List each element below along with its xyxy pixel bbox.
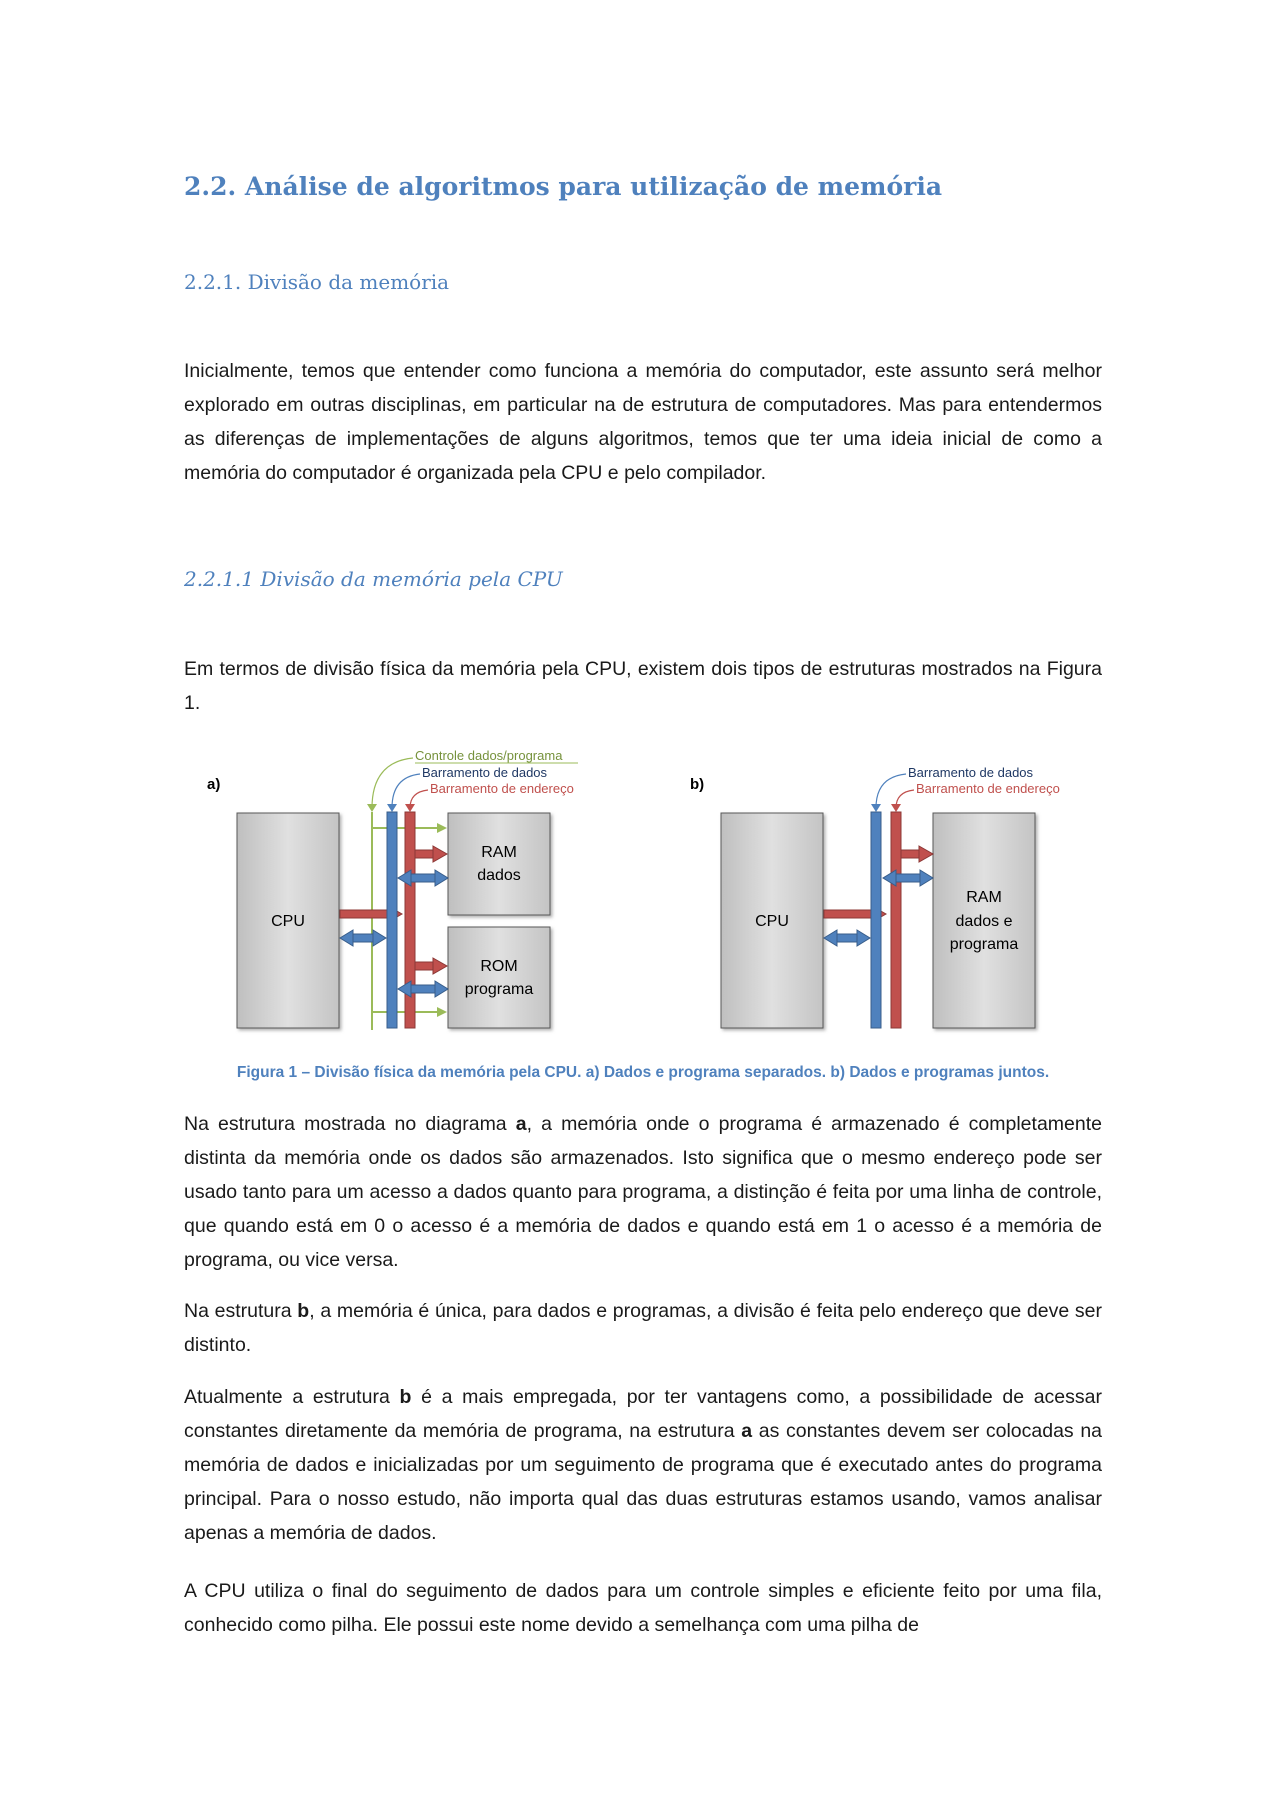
figure-intro-paragraph: Em termos de divisão física da memória pela CPU, existem dois tipos de estruturas mostrados na Figura 1. (184, 658, 1102, 714)
address-bus-label-a: Barramento de endereço (430, 781, 574, 796)
data-arrow-ram-a-shaft (410, 874, 436, 882)
address-arrow-cpu-b (824, 910, 874, 918)
rom-box-a (448, 927, 550, 1028)
subsubsection-heading: 2.2.1.1 Divisão da memória pela CPU (184, 567, 563, 591)
address-arrow-rom-a (415, 962, 435, 970)
figure-1 (0, 740, 1280, 1040)
rom-label-a-line2: programa (464, 981, 534, 998)
paragraph-structure-a: Na estrutura mostrada no diagrama a, a memória onde o programa é armazenado é completamente distinta da memória onde os dados são armazenados. Isto significa que o mesmo endereço pode ser usado tanto para um acesso a dados quanto para programa, a distinção é feita por uma linha de controle, que quando está em 0 o acesso é a memória de dados e quando está em 1 o acesso é a memória de programa, ou vice versa. (184, 1113, 1102, 1271)
control-arrow-rom-icon (437, 1007, 447, 1017)
data-arrow-cpu-a-left-icon (340, 930, 353, 946)
data-arrow-cpu-a-right-icon (373, 930, 386, 946)
ram-label-a-line2: dados (477, 867, 521, 884)
data-arrow-ram-a-right-icon (435, 870, 448, 886)
address-arrow-ram-a-icon (433, 846, 447, 862)
diagram-b-label: b) (690, 776, 705, 793)
control-bus-label: Controle dados/programa (415, 748, 563, 763)
data-arrow-ram-b-left-icon (883, 870, 896, 886)
address-arrow-ram-b (901, 850, 921, 858)
address-bus-b (891, 812, 901, 1028)
data-bus-b (871, 812, 881, 1028)
data-leader-b (876, 774, 906, 808)
data-arrow-cpu-b-left-icon (824, 930, 837, 946)
data-arrow-cpu-b-shaft (836, 934, 858, 942)
cpu-label-a: CPU (271, 913, 305, 930)
address-bus-label-b: Barramento de endereço (916, 781, 1060, 796)
control-arrow-ram-icon (437, 823, 447, 833)
intro-paragraph: Inicialmente, temos que entender como funciona a memória do computador, este assunto será melhor explorado em outras disciplinas, em particular na de estrutura de computadores. Mas para entendermos as diferenças de implementações de alguns algoritmos, temos que ter uma ideia inicial de como a memória do computador é organizada pela CPU e pelo compilador. (184, 360, 1102, 484)
paragraph-structure-comparison: Atualmente a estrutura b é a mais empregada, por ter vantagens como, a possibilidade de acessar constantes diretamente da memória de programa, na estrutura a as constantes devem ser colocadas na memória de dados e inicializadas por um seguimento de programa que é executado antes do programa principal. Para o nosso estudo, não importa qual das duas estruturas estamos usando, vamos analisar apenas a memória de dados. (184, 1386, 1103, 1544)
subsection-heading: 2.2.1. Divisão da memória (184, 270, 450, 294)
ram-label-a-line1: RAM (481, 844, 517, 861)
figure-caption: Figura 1 – Divisão física da memória pela CPU. a) Dados e programa separados. b) Dados e programas juntos. (236, 1064, 1050, 1081)
diagram-a-label: a) (207, 776, 221, 793)
data-bus-a (387, 812, 397, 1028)
address-arrow-cpu-a (340, 910, 390, 918)
address-leader-arrow-icon-b (891, 804, 901, 812)
data-bus-label-b: Barramento de dados (908, 765, 1034, 780)
diagram-a (207, 748, 578, 1030)
data-arrow-rom-a-shaft (410, 985, 436, 993)
cpu-label-b: CPU (755, 913, 789, 930)
data-arrow-cpu-b-right-icon (857, 930, 870, 946)
ram-label-b-line3: programa (949, 936, 1019, 953)
address-leader-arrow-icon-a (405, 804, 415, 812)
data-leader-arrow-icon-a (387, 804, 397, 812)
data-leader-arrow-icon-b (871, 804, 881, 812)
address-arrow-ram-b-icon (919, 846, 933, 862)
data-bus-label-a: Barramento de dados (422, 765, 548, 780)
memory-division-diagram (0, 740, 1280, 1040)
paragraph-structure-b: Na estrutura b, a memória é única, para dados e programas, a divisão é feita pelo endereço que deve ser distinto. (184, 1300, 1102, 1356)
section-heading: 2.2. Análise de algoritmos para utilização de memória (184, 172, 943, 201)
address-arrow-ram-a (415, 850, 435, 858)
diagram-b (690, 765, 1060, 1028)
data-arrow-ram-b-right-icon (920, 870, 933, 886)
data-arrow-ram-b-shaft (895, 874, 921, 882)
paragraph-stack-intro: A CPU utiliza o final do seguimento de dados para um controle simples e eficiente feito por uma fila, conhecido como pilha. Ele possui este nome devido a semelhança com uma pilha de (184, 1580, 1102, 1636)
data-leader-a (392, 774, 420, 808)
ram-box-a (448, 813, 550, 915)
ram-label-b-line1: RAM (966, 889, 1002, 906)
ram-label-b-line2: dados e (955, 913, 1013, 930)
data-arrow-cpu-a-shaft (352, 934, 374, 942)
control-leader-arrow-icon (367, 804, 377, 812)
rom-label-a-line1: ROM (480, 958, 518, 975)
address-arrow-rom-a-icon (433, 958, 447, 974)
data-arrow-rom-a-right-icon (435, 981, 448, 997)
